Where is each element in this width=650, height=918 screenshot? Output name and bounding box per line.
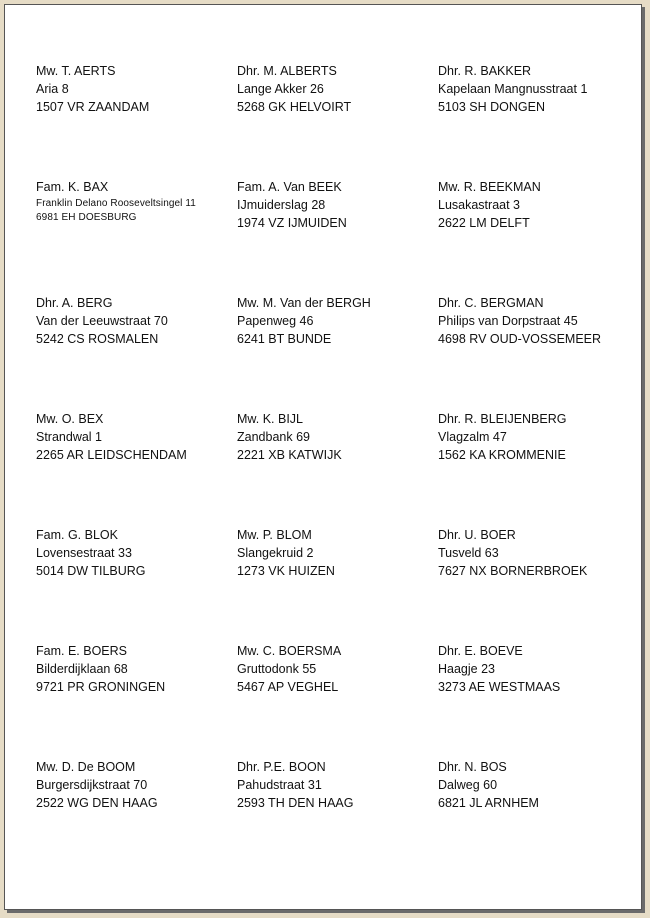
address-label xyxy=(237,642,438,758)
label-city: 4698 RV OUD-VOSSEMEER xyxy=(438,332,602,346)
label-city: 2622 LM DELFT xyxy=(438,216,530,230)
label-city: 2265 AR LEIDSCHENDAM xyxy=(36,448,187,462)
label-city: 1562 KA KROMMENIE xyxy=(438,448,566,462)
address-label xyxy=(237,178,438,294)
label-city: 5268 GK HELVOIRT xyxy=(237,100,352,114)
label-address: Franklin Delano Rooseveltsingel 11 xyxy=(36,198,196,209)
label-address: Lange Akker 26 xyxy=(237,82,324,96)
label-address: Burgersdijkstraat 70 xyxy=(36,778,148,792)
address-label xyxy=(438,410,638,526)
address-label xyxy=(438,758,638,874)
label-name: Mw. D. De BOOM xyxy=(36,760,136,774)
label-address: Lovensestraat 33 xyxy=(36,546,132,560)
label-address: Kapelaan Mangnusstraat 1 xyxy=(438,82,588,96)
label-address: Tusveld 63 xyxy=(438,546,499,560)
address-label xyxy=(237,294,438,410)
label-name: Mw. K. BIJL xyxy=(237,412,303,426)
address-label xyxy=(36,178,237,294)
label-address: Lusakastraat 3 xyxy=(438,198,520,212)
label-name: Fam. A. Van BEEK xyxy=(237,180,342,194)
label-city: 9721 PR GRONINGEN xyxy=(36,680,166,694)
label-address: Vlagzalm 47 xyxy=(438,430,507,444)
label-name: Fam. G. BLOK xyxy=(36,528,118,542)
label-address: Aria 8 xyxy=(36,82,69,96)
label-sheet-page xyxy=(4,4,642,910)
label-city: 2593 TH DEN HAAG xyxy=(237,796,354,810)
label-name: Dhr. C. BERGMAN xyxy=(438,296,544,310)
label-address: Slangekruid 2 xyxy=(237,546,314,560)
address-label xyxy=(36,294,237,410)
label-name: Mw. P. BLOM xyxy=(237,528,312,542)
label-city: 2522 WG DEN HAAG xyxy=(36,796,158,810)
address-label xyxy=(438,526,638,642)
label-address: Gruttodonk 55 xyxy=(237,662,317,676)
label-city: 5242 CS ROSMALEN xyxy=(36,332,159,346)
label-address: IJmuiderslag 28 xyxy=(237,198,326,212)
label-city: 1974 VZ IJMUIDEN xyxy=(237,216,347,230)
label-address: Van der Leeuwstraat 70 xyxy=(36,314,168,328)
label-address: Pahudstraat 31 xyxy=(237,778,322,792)
address-label xyxy=(237,62,438,178)
label-city: 5467 AP VEGHEL xyxy=(237,680,339,694)
label-name: Dhr. A. BERG xyxy=(36,296,113,310)
address-label xyxy=(237,526,438,642)
label-name: Mw. O. BEX xyxy=(36,412,104,426)
address-label xyxy=(36,410,237,526)
label-name: Mw. C. BOERSMA xyxy=(237,644,342,658)
address-label xyxy=(36,642,237,758)
label-name: Dhr. M. ALBERTS xyxy=(237,64,337,78)
label-city: 7627 NX BORNERBROEK xyxy=(438,564,588,578)
address-label xyxy=(438,642,638,758)
address-label xyxy=(438,62,638,178)
label-address: Haagje 23 xyxy=(438,662,495,676)
label-city: 6241 BT BUNDE xyxy=(237,332,332,346)
label-address: Philips van Dorpstraat 45 xyxy=(438,314,578,328)
label-name: Mw. R. BEEKMAN xyxy=(438,180,541,194)
address-label-grid xyxy=(36,62,638,874)
label-name: Dhr. P.E. BOON xyxy=(237,760,326,774)
label-name: Fam. K. BAX xyxy=(36,180,109,194)
label-address: Bilderdijklaan 68 xyxy=(36,662,128,676)
label-city: 2221 XB KATWIJK xyxy=(237,448,342,462)
label-address: Dalweg 60 xyxy=(438,778,498,792)
label-city: 6981 EH DOESBURG xyxy=(36,212,137,223)
label-address: Zandbank 69 xyxy=(237,430,310,444)
label-name: Dhr. E. BOEVE xyxy=(438,644,523,658)
label-city: 1507 VR ZAANDAM xyxy=(36,100,150,114)
address-label xyxy=(36,62,237,178)
address-label xyxy=(36,526,237,642)
label-name: Dhr. R. BAKKER xyxy=(438,64,532,78)
label-city: 5103 SH DONGEN xyxy=(438,100,545,114)
label-name: Fam. E. BOERS xyxy=(36,644,127,658)
label-name: Dhr. N. BOS xyxy=(438,760,507,774)
label-city: 6821 JL ARNHEM xyxy=(438,796,539,810)
address-label xyxy=(438,178,638,294)
label-name: Mw. T. AERTS xyxy=(36,64,116,78)
label-address: Papenweg 46 xyxy=(237,314,314,328)
label-city: 1273 VK HUIZEN xyxy=(237,564,335,578)
label-city: 5014 DW TILBURG xyxy=(36,564,146,578)
address-label xyxy=(438,294,638,410)
label-name: Dhr. U. BOER xyxy=(438,528,516,542)
address-label xyxy=(237,410,438,526)
label-name: Mw. M. Van der BERGH xyxy=(237,296,371,310)
label-address: Strandwal 1 xyxy=(36,430,103,444)
address-label xyxy=(237,758,438,874)
label-city: 3273 AE WESTMAAS xyxy=(438,680,561,694)
address-label xyxy=(36,758,237,874)
label-name: Dhr. R. BLEIJENBERG xyxy=(438,412,567,426)
